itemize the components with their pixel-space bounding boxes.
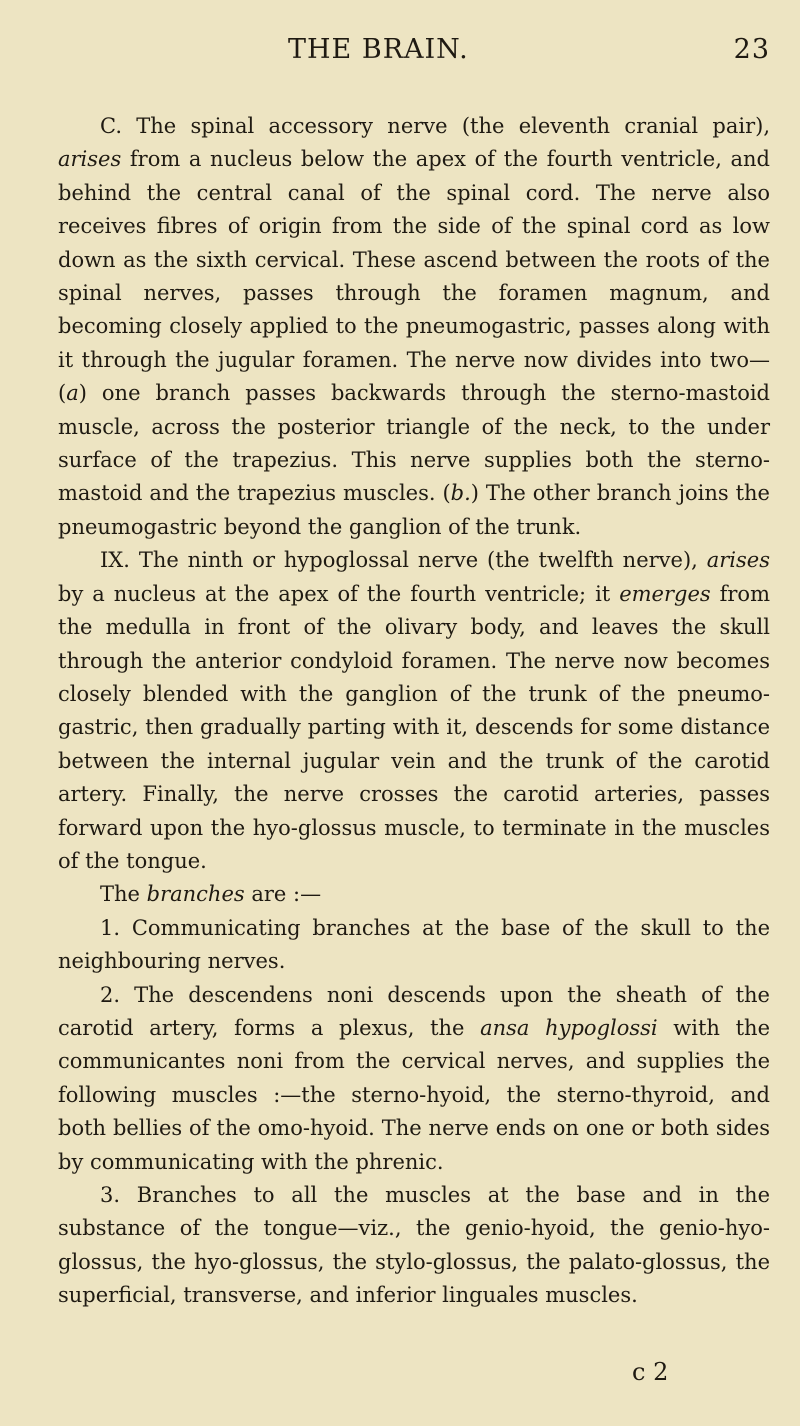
italic-text-run: emerges: [619, 581, 711, 606]
text-run: with the communicantes noni from the cervical nerves, and supplies the following muscles :—the sterno-hyoid, the sterno-thyroid, and both bellies of the omo-hyoid. The nerve ends on one or both sides by communicating with the phrenic.: [58, 1015, 770, 1174]
text-run: 3. Branches to all the muscles at the base and in the substance of the tongue—viz., the genio-hyoid, the genio-hyo-glossus, the hyo-glossus, the stylo-glossus, the palato-glossus, the superficial, transverse, and inferior linguales muscles.: [58, 1183, 770, 1308]
text-run: ) one branch passes backwards through the sterno-mastoid muscle, across the posterior triangle of the neck, to the under surface of the trapezius. This nerve supplies both the sterno-mastoid and the trapezius muscles. (: [58, 381, 770, 506]
text-run: C. The spinal accessory nerve (the eleventh cranial pair),: [100, 114, 770, 138]
running-title: THE BRAIN.: [288, 34, 469, 65]
italic-text-run: branches: [146, 882, 245, 907]
text-run: IX. The ninth or hypoglossal nerve (the twelfth nerve),: [100, 548, 707, 573]
text-run: 1. Communicating branches at the base of the skull to the neighbouring nerves.: [58, 915, 770, 974]
page-number: 23: [733, 34, 770, 65]
italic-text-run: arises: [706, 548, 770, 573]
italic-text-run: a: [66, 381, 79, 406]
paragraph: [58, 912, 770, 979]
italic-text-run: ansa hypoglossi: [480, 1015, 658, 1040]
text-run: from the medulla in front of the olivary body, and leaves the skull through the anterior condyloid foramen. The nerve now becomes closely blended with the ganglion of the trunk of the pneumo-gastric, then gradually parting with it, descends for some distance between the internal jugular vein and the trunk of the carotid artery. Finally, the nerve crosses the carotid arteries, passes forward upon the hyo-glossus muscle, to terminate in the muscles of the tongue.: [58, 581, 770, 873]
italic-text-run: arises: [58, 147, 122, 172]
body-text: [58, 110, 770, 1313]
paragraph: [58, 878, 770, 911]
text-run: from a nucleus below the apex of the fourth ventricle, and behind the central canal of the spinal cord. The nerve also receives fibres of origin from the side of the spinal cord as low down as the sixth cervical. These ascend between the roots of the spinal nerves, passes through the foramen magnum, and becoming closely applied to the pneumogastric, passes along with it through the jugular foramen. The nerve now divides into two—(: [58, 147, 770, 406]
signature-mark: c 2: [632, 1358, 669, 1386]
text-run: are :—: [244, 882, 322, 907]
text-run: The: [100, 882, 147, 907]
paragraph: [58, 544, 770, 878]
paragraph: [58, 1179, 770, 1313]
italic-text-run: b.: [450, 481, 471, 506]
text-run: 2. The descendens noni descends upon the sheath of the carotid artery, forms a plexus, the: [58, 982, 770, 1040]
paragraph: [58, 110, 770, 544]
paragraph: [58, 979, 770, 1179]
page-header: [58, 34, 770, 74]
text-run: ) The other branch joins the pneumogastric beyond the ganglion of the trunk.: [58, 481, 770, 539]
text-run: by a nucleus at the apex of the fourth ventricle; it: [58, 581, 620, 606]
